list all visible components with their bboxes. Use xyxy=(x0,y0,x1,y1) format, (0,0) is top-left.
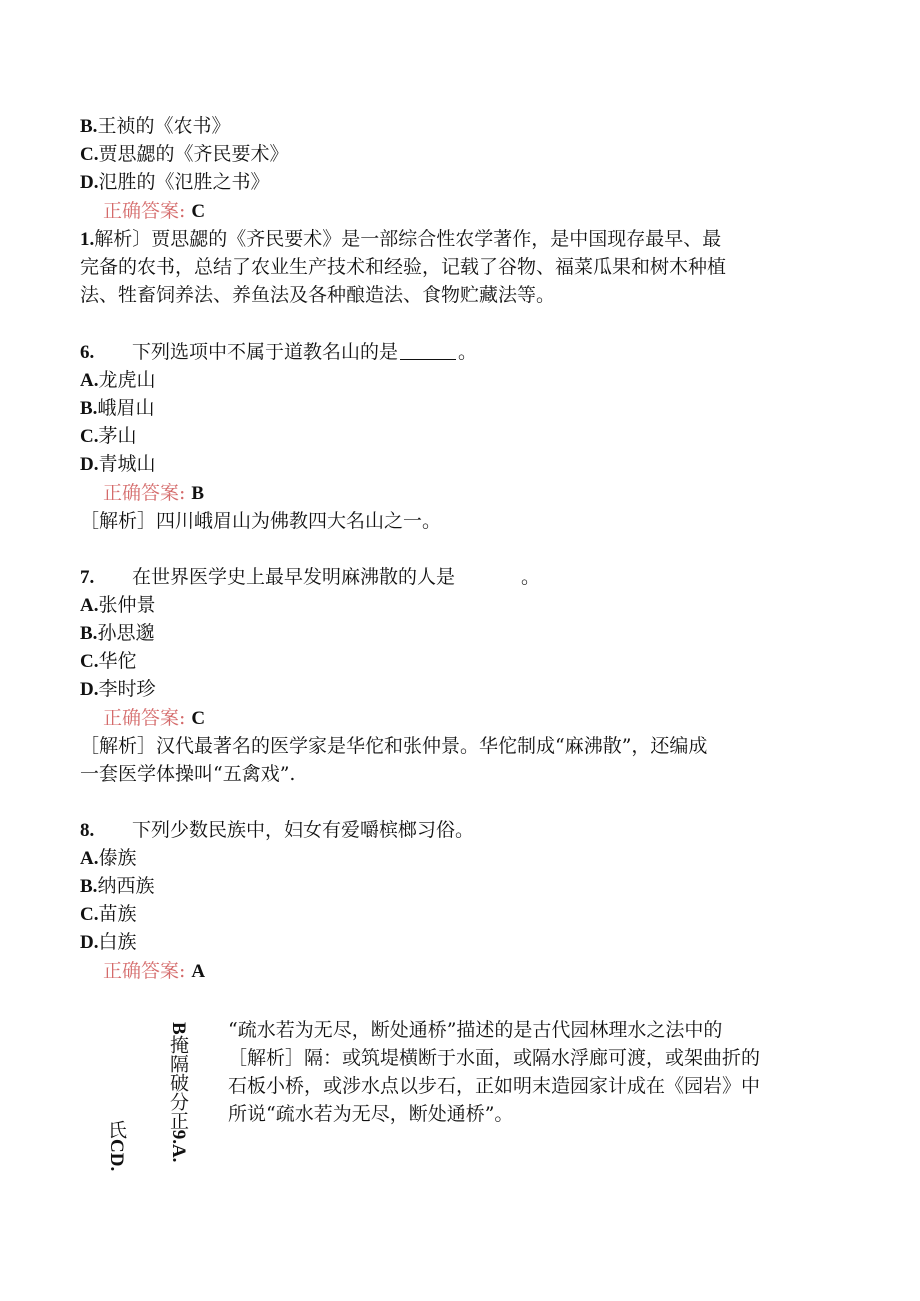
q6-answer: 正确答案: B xyxy=(103,482,205,504)
q5-option-b: B.王祯的《农书》 xyxy=(80,115,231,137)
q9-vertical-column-2: 氏CD. xyxy=(105,1120,127,1172)
q5-answer: 正确答案: C xyxy=(103,200,206,222)
q7-analysis-line-1: ［解析］汉代最著名的医学家是华佗和张仲景。华佗制成“麻沸散”，还编成 xyxy=(80,735,708,757)
q8-option-c: C.苗族 xyxy=(80,903,137,925)
q7-option-c: C.华佗 xyxy=(80,650,137,672)
q7-answer: 正确答案: C xyxy=(103,707,206,729)
q6-option-d: D.青城山 xyxy=(80,453,156,475)
q7-stem: 7. 在世界医学史上最早发明麻沸散的人是 。 xyxy=(80,566,541,588)
q9-vertical-column-1: B掩隔破分正9.A. xyxy=(167,1022,189,1163)
q5-option-c: C.贾思勰的《齐民要术》 xyxy=(80,143,289,165)
q7-option-a: A.张仲景 xyxy=(80,594,156,616)
q5-option-d: D.氾胜的《氾胜之书》 xyxy=(80,171,270,193)
q6-blank xyxy=(400,339,456,360)
q9-line-3: 石板小桥，或涉水点以步石，正如明末造园家计成在《园岩》中 xyxy=(228,1075,761,1097)
q7-analysis-line-2: 一套医学体操叫“五禽戏”. xyxy=(80,763,296,785)
q8-stem: 8. 下列少数民族中，妇女有爱嚼槟榔习俗。 xyxy=(80,819,475,841)
q5-analysis-line-1: 1.解析〕贾思勰的《齐民要术》是一部综合性农学著作，是中国现存最早、最 xyxy=(80,228,722,250)
q6-analysis: ［解析］四川峨眉山为佛教四大名山之一。 xyxy=(80,510,442,532)
q5-analysis-line-2: 完备的农书，总结了农业生产技术和经验，记载了谷物、福菜瓜果和树木种植 xyxy=(80,256,727,278)
q6-option-b: B.峨眉山 xyxy=(80,397,155,419)
q6-option-a: A.龙虎山 xyxy=(80,369,156,391)
q9-line-2: ［解析］隔：或筑堤横断于水面，或隔水浮廊可渡，或架曲折的 xyxy=(228,1047,761,1069)
q9-line-4: 所说“疏水若为无尽，断处通桥”。 xyxy=(228,1103,514,1125)
q8-option-a: A.傣族 xyxy=(80,847,137,869)
q8-option-d: D.白族 xyxy=(80,931,137,953)
q5-analysis-line-3: 法、牲畜饲养法、养鱼法及各种酿造法、食物贮藏法等。 xyxy=(80,284,556,306)
q6-option-c: C.茅山 xyxy=(80,425,137,447)
q7-option-b: B.孙思邈 xyxy=(80,622,155,644)
q8-option-b: B.纳西族 xyxy=(80,875,155,897)
q6-stem: 6. 下列选项中不属于道教名山的是 。 xyxy=(80,341,478,363)
q8-answer: 正确答案: A xyxy=(103,960,206,982)
q9-line-1: “疏水若为无尽，断处通桥”描述的是古代园林理水之法中的 xyxy=(228,1019,723,1041)
q7-option-d: D.李时珍 xyxy=(80,678,156,700)
